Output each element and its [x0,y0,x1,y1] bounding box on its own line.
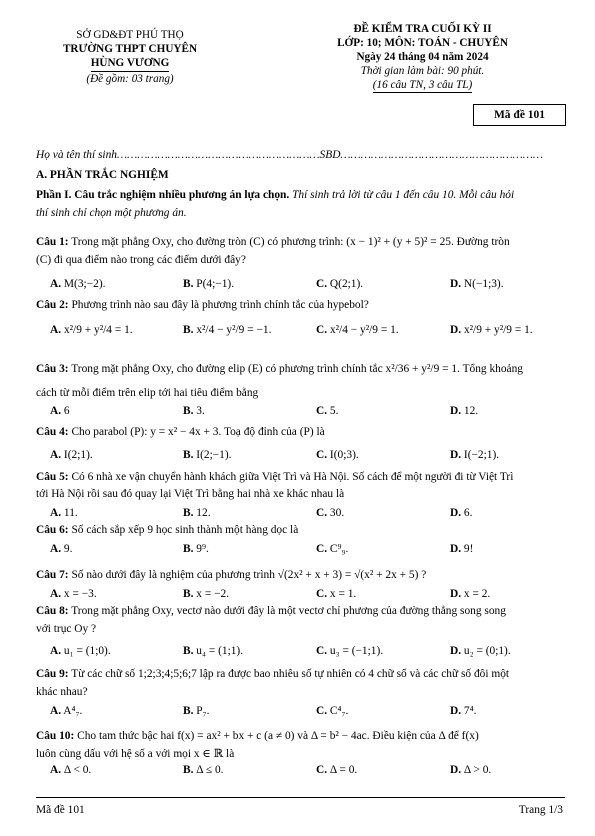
option-c: C. C⁴₇. [316,705,349,717]
footer-page-number: Trang 1/3 [518,804,563,816]
question-2: Câu 2: Phương trình nào sau đây là phương trình chính tắc của hypebol? [36,299,369,311]
option-b: B. 3. [183,405,205,417]
question-9-options [50,704,560,720]
question-10-options [50,763,560,779]
exam-date: Ngày 24 tháng 04 năm 2024 [356,51,489,63]
question-8-options [50,644,560,660]
footer-exam-code: Mã đề 101 [36,804,85,816]
exam-question-count: (16 câu TN, 3 câu TL) [372,79,473,91]
option-b: B. 9⁹. [183,543,209,555]
option-c: C. 30. [316,507,345,519]
question-label: Câu 1: [36,236,69,248]
question-4: Câu 4: Cho parabol (P): y = x² − 4x + 3. Toạ độ đỉnh của (P) là [36,426,325,438]
question-10: Câu 10: Cho tam thức bậc hai f(x) = ax² + bx + c (a ≠ 0) và Δ = b² − 4ac. Điều kiện của Δ để f(x) [36,730,479,742]
option-d: D. 12. [450,405,479,417]
footer-divider [36,797,565,798]
option-a: A. 6 [50,405,70,417]
option-d: D. I(−2;1). [450,449,500,461]
question-9-line2: khác nhau? [36,686,88,698]
option-c: C. Δ = 0. [316,764,358,776]
option-b: B. Δ ≤ 0. [183,764,224,776]
question-4-options [50,448,560,464]
question-5-line2: tới Hà Nội rồi sau đó quay lại Việt Trì bằng hai nhà xe khác nhau là [36,488,345,500]
question-1-options [50,277,560,293]
option-a: A. x = −3. [50,588,97,600]
exam-duration: Thời gian làm bài: 90 phút. [360,65,485,77]
page-count-note: (Đề gồm: 03 trang) [86,73,174,85]
question-10-line2: luôn cùng dấu với hệ số a với mọi x ∈ ℝ là [36,748,235,760]
option-d: D. Δ > 0. [450,764,492,776]
option-a: A. 11. [50,507,78,519]
option-a: A. x²/9 + y²/4 = 1. [50,324,133,336]
option-c: C. x²/4 − y²/9 = 1. [316,324,399,336]
option-b: B. x = −2. [183,588,230,600]
option-c: C. I(0;3). [316,449,359,461]
option-c: C. C⁹₉. [316,543,349,555]
option-c: C. Q(2;1). [316,278,364,290]
question-6-options [50,542,560,558]
option-a: A. u₁ = (1;0). [50,645,111,657]
part1-instr2: thí sinh chỉ chọn một phương án. [36,207,187,219]
part1-title: Phần I. Câu trắc nghiệm nhiều phương án lựa chọn. [36,189,290,201]
school-name-line2: HÙNG VƯƠNG [91,56,170,72]
question-1-line2: (C) đi qua điểm nào trong các điểm dưới đây? [36,254,246,266]
school-header [40,28,220,86]
option-d: D. N(−1;3). [450,278,504,290]
question-2-options [50,323,560,339]
option-b: B. x²/4 − y²/9 = −1. [183,324,272,336]
option-a: A. A⁴₇. [50,705,83,717]
school-name: TRƯỜNG THPT CHUYÊN [62,43,198,55]
option-d: D. u₂ = (0;1). [450,645,511,657]
option-c: C. x = 1. [316,588,357,600]
option-d: D. x = 2. [450,588,491,600]
question-3-line2: cách từ mỗi điểm trên elip tới hai tiêu điểm bằng [36,387,259,399]
question-9: Câu 9: Từ các chữ số 1;2;3;4;5;6;7 lập ra được bao nhiêu số tự nhiên có 4 chữ số và các chữ số đôi một [36,668,510,680]
section-a-title: A. PHẦN TRẮC NGHIỆM [36,169,169,181]
question-1 [36,235,565,249]
question-8-line2: với trục Oy ? [36,623,97,635]
question-text: Trong mặt phẳng Oxy, cho đường tròn (C) có phương trình: (x − 1)² + (y + 5)² = 25. Đường tròn [68,236,510,248]
exam-code-box: Mã đề 101 [473,104,566,126]
option-b: B. P₇. [183,705,210,717]
option-d: D. 6. [450,507,473,519]
student-info-line: Họ và tên thí sinh……………………………………………………SBD…………………………………………………… [36,149,543,161]
department-name: SỞ GD&ĐT PHÚ THỌ [76,29,184,41]
option-a: A. I(2;1). [50,449,93,461]
option-b: B. P(4;−1). [183,278,235,290]
option-a: A. 9. [50,543,73,555]
question-5-options [50,506,560,522]
question-8: Câu 8: Trong mặt phẳng Oxy, vectơ nào dưới đây là một vectơ chỉ phương của đường thẳng song song [36,605,506,617]
option-a: A. Δ < 0. [50,764,92,776]
option-b: B. u₄ = (1;1). [183,645,244,657]
option-a: A. M(3;−2). [50,278,106,290]
question-5: Câu 5: Có 6 nhà xe vận chuyển hành khách giữa Việt Trì và Hà Nội. Số cách để một người đi từ Việt Trì [36,471,514,483]
exam-title: ĐỀ KIỂM TRA CUỐI KỲ II [353,23,492,35]
option-d: D. x²/9 + y²/9 = 1. [450,324,533,336]
option-d: D. 7⁴. [450,705,477,717]
exam-header [290,22,555,93]
option-c: C. u₃ = (−1;1). [316,645,384,657]
question-3: Câu 3: Trong mặt phẳng Oxy, cho đường elip (E) có phương trình chính tắc x²/36 + y²/9 = 1. Tổng khoảng [36,363,523,375]
part1-instr1: Thí sinh trả lời từ câu 1 đến câu 10. Mỗi câu hỏi [289,189,515,201]
question-6: Câu 6: Số cách sắp xếp 9 học sinh thành một hàng dọc là [36,524,299,536]
option-c: C. 5. [316,405,339,417]
question-7: Câu 7: Số nào dưới đây là nghiệm của phương trình √(2x² + x + 3) = √(x² + 2x + 5) ? [36,569,427,581]
question-3-options [50,404,560,420]
exam-class-subject: LỚP: 10; MÔN: TOÁN - CHUYÊN [337,37,508,49]
question-7-options [50,587,560,603]
part1-instructions [36,188,565,202]
option-d: D. 9! [450,543,474,555]
option-b: B. I(2;−1). [183,449,232,461]
option-b: B. 12. [183,507,211,519]
